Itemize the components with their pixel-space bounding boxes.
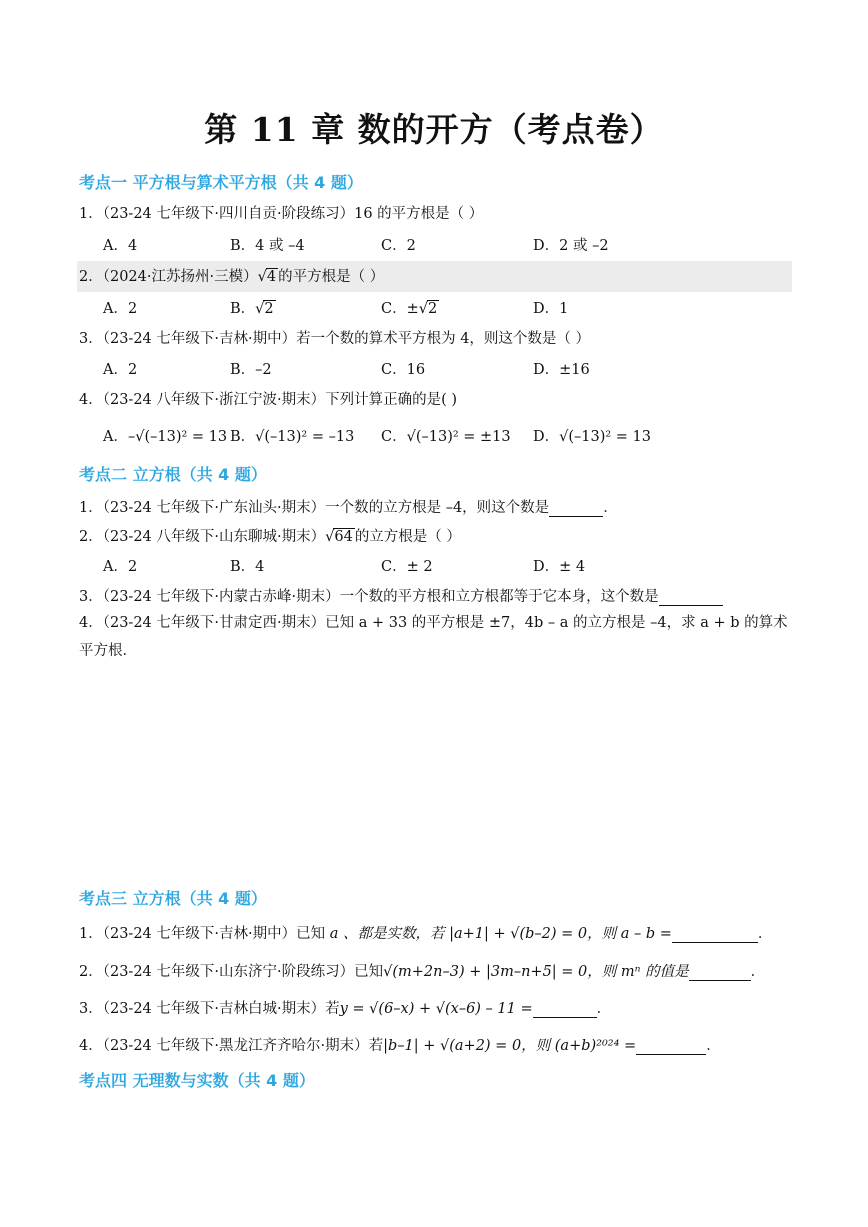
option-a: A．4 [103,238,138,254]
option-c [381,297,439,318]
option-a: A．2 [103,559,138,575]
option-a: A．2 [103,362,138,378]
question-1-2 [79,265,384,286]
question-end: ． [596,1001,612,1017]
option-a: A．–√(–13)² = 13 [103,429,228,445]
option-d: D．√(–13)² = 13 [533,429,652,445]
question-stem-prefix: 4．（23-24 七年级下·黑龙江齐齐哈尔·期末）若 [79,1038,384,1054]
question-end: ． [757,926,773,942]
option-d: D．± 4 [533,559,586,575]
question-1-3: 3．（23-24 七年级下·吉林·期中）若一个数的算术平方根为 4，则这个数是（ ） [79,331,591,347]
question-3-4 [79,1034,721,1055]
option-b [230,297,276,318]
radicand: 2 [428,301,438,317]
radicand: 4 [266,269,277,285]
question-3-1 [79,922,772,943]
question-stem-prefix: 2．（23-24 七年级下·山东济宁·阶段练习）已知 [79,964,384,980]
question-2-3 [79,585,723,606]
option-b: B．√(–13)² = –13 [230,429,355,445]
option-c: C．√(–13)² = ±13 [381,429,511,445]
option-c: C．± 2 [381,559,433,575]
question-stem: 3．（23-24 七年级下·内蒙古赤峰·期末）一个数的平方根和立方根都等于它本身，这个数是 [79,589,659,605]
question-end: ． [706,1038,721,1054]
math-expression: y = √(6–x) + √(x–6) – 11 = [339,1001,533,1017]
answer-blank [636,1040,706,1055]
options-1-1 [103,234,783,256]
radical-sign: √ [257,269,267,285]
answer-blank [672,928,758,943]
option-c: C．16 [381,362,426,378]
question-end: ． [603,500,618,516]
answer-blank [659,591,723,606]
option-d: D．±16 [533,362,590,378]
page-title: 第 11 章 数的开方（考点卷） [204,110,664,149]
question-stem-suffix: 的立方根是（ ） [354,529,461,545]
option-d: D．1 [533,301,569,317]
question-end: ． [750,964,766,980]
option-c: C．2 [381,238,416,254]
question-stem-prefix: 3．（23-24 七年级下·吉林白城·期末）若 [79,1001,340,1017]
option-b: B．4 [230,559,265,575]
question-1-4: 4．（23-24 八年级下·浙江宁波·期末）下列计算正确的是( ) [79,392,458,408]
question-2-4: 4．（23-24 七年级下·甘肃定西·期末）已知 a + 33 的平方根是 ±7，4b – a 的立方根是 –4，求 a + b 的算术平方根． [79,615,788,659]
option-c-label: C．± [381,301,419,317]
math-expression: √(m+2n–3) + |3m–n+5| = 0，则 mⁿ 的值是 [383,964,689,980]
option-a: A．2 [103,301,138,317]
answer-blank [689,966,751,981]
math-expression: |b–1| + √(a+2) = 0，则 (a+b)²⁰²⁴ = [383,1038,637,1054]
options-1-2 [103,297,783,319]
radical-sign: √ [325,529,335,545]
question-stem-prefix: 2．（23-24 八年级下·山东聊城·期末） [79,529,326,545]
option-b-label: B． [230,301,256,317]
section-heading-2: 考点二 立方根（共 4 题） [79,465,267,484]
options-1-4 [103,425,783,447]
question-2-2 [79,525,461,546]
section-heading-1: 考点一 平方根与算术平方根（共 4 题） [79,173,363,192]
answer-blank [533,1003,597,1018]
radical-sign: √ [418,301,428,317]
answer-blank [549,502,603,517]
question-2-1 [79,496,618,517]
question-stem-prefix: 2．（2024·江苏扬州·三模） [79,269,258,285]
math-expression: a 、都是实数，若 |a+1| + √(b–2) = 0，则 a – b = [329,926,672,942]
question-stem-prefix: 1．（23-24 七年级下·吉林·期中）已知 [79,926,326,942]
radical-sign: √ [255,301,265,317]
radicand: 64 [334,529,353,545]
option-b: B．4 或 –4 [230,238,305,254]
question-stem-suffix: 的平方根是（ ） [278,269,385,285]
question-3-2 [79,960,765,981]
section-heading-4: 考点四 无理数与实数（共 4 题） [79,1071,315,1090]
options-1-3 [103,358,783,380]
question-1-1: 1．（23-24 七年级下·四川自贡·阶段练习）16 的平方根是（ ） [79,206,484,222]
section-heading-3: 考点三 立方根（共 4 题） [79,889,267,908]
question-stem: 1．（23-24 七年级下·广东汕头·期末）一个数的立方根是 –4，则这个数是 [79,500,550,516]
question-3-3 [79,997,611,1018]
radicand: 2 [264,301,274,317]
option-d: D．2 或 –2 [533,238,609,254]
options-2-2 [103,555,783,577]
option-b: B．–2 [230,362,272,378]
